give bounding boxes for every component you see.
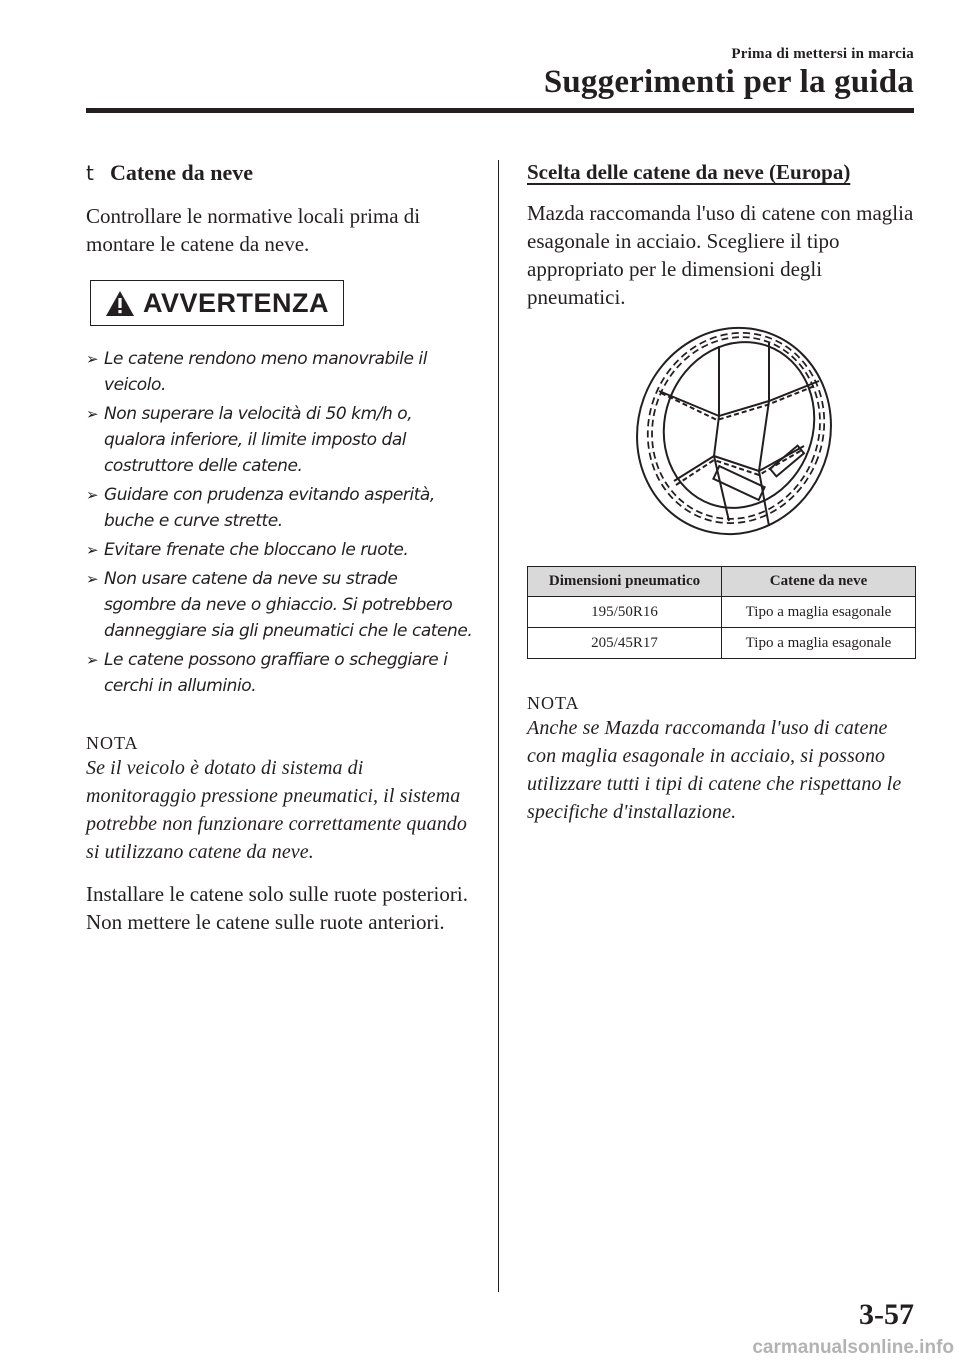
page-number: 3-57 <box>859 1298 914 1331</box>
warning-item <box>86 482 474 534</box>
warning-item <box>86 647 474 699</box>
left-column <box>86 160 474 936</box>
note-text: Se il veicolo è dotato di sistema di monitoraggio pressione pneumatici, il sistema potrebbe non funzionare correttamente quando si utilizzano catene da neve. <box>86 757 468 863</box>
warning-text: Le catene rendono meno manovrabile il veicolo. <box>104 349 427 395</box>
tire-chain-table <box>527 566 916 659</box>
warning-text: Non superare la velocità di 50 km/h o, qualora inferiore, il limite imposto dal costruttore delle catene. <box>104 404 413 476</box>
table-row <box>528 628 916 659</box>
section-title: Catene da neve <box>110 160 253 185</box>
note-heading: NOTA <box>86 733 139 753</box>
warning-text: Guidare con prudenza evitando asperità, buche e curve strette. <box>104 485 435 531</box>
warning-item <box>86 346 474 398</box>
warning-item <box>86 537 474 563</box>
section-marker: t <box>86 161 94 185</box>
chain-type-cell: Tipo a maglia esagonale <box>722 597 916 628</box>
no-front-text: Non mettere le catene sulle ruote anteriori. <box>86 910 445 934</box>
arrow-bullet-icon: ➢ <box>86 405 99 423</box>
warning-triangle-icon <box>105 290 135 317</box>
chain-recommendation-text: Mazda raccomanda l'uso di catene con maglia esagonale in acciaio. Scegliere il tipo appropriato per le dimensioni degli pneumatici. <box>527 201 914 309</box>
intro-paragraph: Controllare le normative locali prima di montare le catene da neve. <box>86 204 421 256</box>
note-heading: NOTA <box>527 693 580 713</box>
warning-list <box>86 346 474 699</box>
right-column <box>527 160 915 826</box>
header-rule <box>86 108 914 113</box>
tire-size-cell: 195/50R16 <box>528 597 722 628</box>
warning-text: Evitare frenate che bloccano le ruote. <box>104 540 409 560</box>
warning-box <box>90 280 344 326</box>
arrow-bullet-icon: ➢ <box>86 651 99 669</box>
arrow-bullet-icon: ➢ <box>86 570 99 588</box>
warning-text: Non usare catene da neve su strade sgombre da neve o ghiaccio. Si potrebbero danneggiare sia gli pneumatici che le catene. <box>104 569 473 641</box>
arrow-bullet-icon: ➢ <box>86 541 99 559</box>
arrow-bullet-icon: ➢ <box>86 486 99 504</box>
install-rear-text: Installare le catene solo sulle ruote posteriori. <box>86 882 468 906</box>
warning-text: Le catene possono graffiare o scheggiare i cerchi in alluminio. <box>104 650 448 696</box>
tire-size-cell: 205/45R17 <box>528 628 722 659</box>
arrow-bullet-icon: ➢ <box>86 350 99 368</box>
column-header-chain-type: Catene da neve <box>722 567 916 597</box>
warning-item <box>86 566 474 644</box>
warning-item <box>86 401 474 479</box>
note-text: Anche se Mazda raccomanda l'uso di catene con maglia esagonale in acciaio, si possono utilizzare tutti i tipi di catene che rispettano le specifiche d'installazione. <box>527 717 902 823</box>
chapter-header: Prima di mettersi in marcia <box>731 46 914 62</box>
chain-type-cell: Tipo a maglia esagonale <box>722 628 916 659</box>
table-header-row <box>528 567 916 597</box>
snow-chain-illustration <box>619 321 849 539</box>
column-divider <box>498 160 499 1292</box>
section-heading-chain-choice: Scelta delle catene da neve (Europa) <box>527 160 851 184</box>
table-row <box>528 597 916 628</box>
watermark: carmanualsonline.info <box>752 1337 954 1358</box>
section-heading-snow-chains <box>86 160 474 186</box>
page-title: Suggerimenti per la guida <box>543 64 914 100</box>
column-header-tire-size: Dimensioni pneumatico <box>528 567 722 597</box>
warning-label: AVVERTENZA <box>142 287 329 318</box>
